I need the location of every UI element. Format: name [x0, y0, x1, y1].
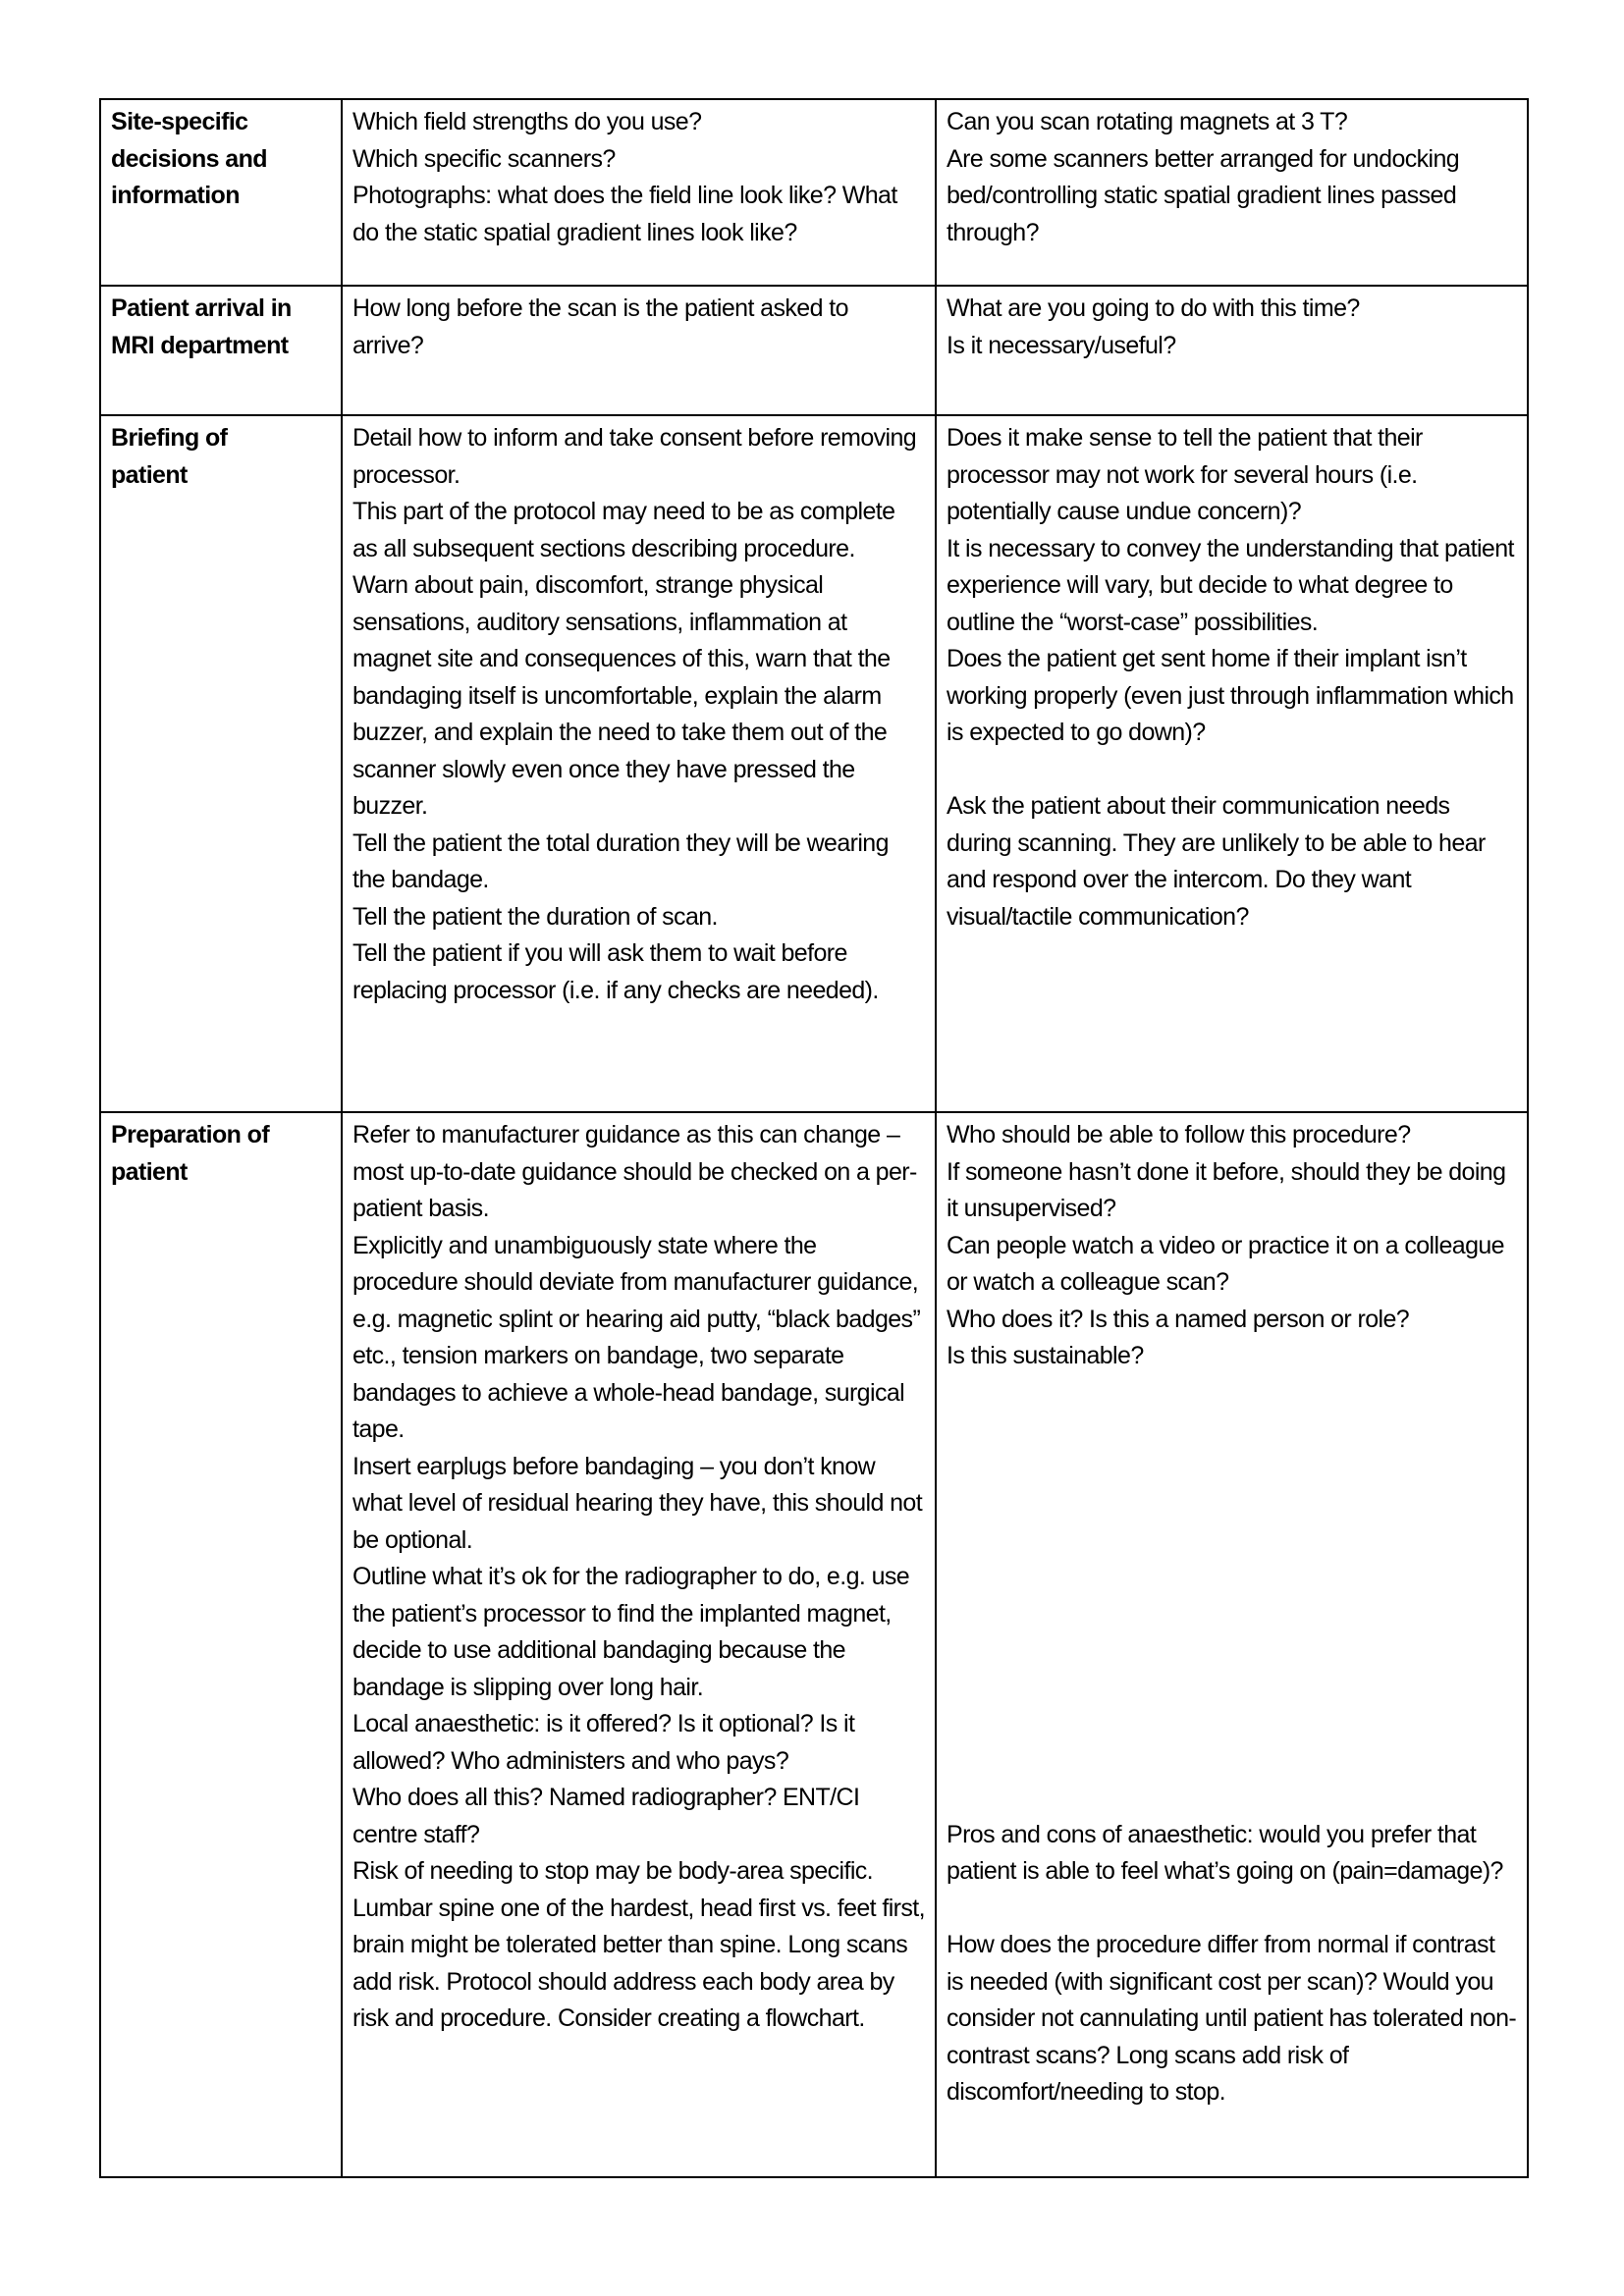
questions-cell [936, 1112, 1528, 2177]
questions-cell [936, 286, 1528, 415]
question-item: Does it make sense to tell the patient that their processor may not work for several hours (i.e. potentially cause undue concern)? [947, 424, 1423, 525]
guidance-cell [342, 99, 936, 286]
question-item: Can people watch a video or practice it on a colleague or watch a colleague scan? [947, 1231, 1504, 1296]
questions-cell [936, 415, 1528, 1112]
topic-cell [100, 286, 342, 415]
question-item: Who should be able to follow this procedure? [947, 1121, 1411, 1148]
topic-label-line: Site-specific [111, 108, 248, 135]
question-item: Can you scan rotating magnets at 3 T? [947, 108, 1348, 135]
question-item: Are some scanners better arranged for undocking bed/controlling static spatial gradient lines passed through? [947, 144, 1460, 246]
guidance-item: Tell the patient the duration of scan. [352, 902, 718, 931]
topic-label-line: patient [111, 460, 188, 489]
question-item: If someone hasn’t done it before, should they be doing it unsupervised? [947, 1157, 1506, 1222]
question-item: How does the procedure differ from normal if contrast is needed (with significant cost per scan)? Would you consider not cannulating until patient has tolerated non-contrast scans? Long scans add risk of discomfort/needing to stop. [947, 1931, 1517, 2106]
topic-label-line: MRI department [111, 331, 289, 359]
question-item: Ask the patient about their communication needs during scanning. They are unlikely to be able to hear and respond over the intercom. Do they want visual/tactile communication? [947, 792, 1486, 931]
guidance-item: Which specific scanners? [352, 144, 616, 173]
guidance-cell [342, 1112, 936, 2177]
guidance-item: Risk of needing to stop may be body-area specific. Lumbar spine one of the hardest, head first vs. feet first, brain might be tolerated better than spine. Long scans add risk. Protocol should address each body area by risk and procedure. Consider creating a flowchart. [352, 1857, 925, 2032]
blank-line [947, 752, 1517, 789]
topic-label-line: Preparation of [111, 1121, 270, 1148]
topic-label-line: Briefing of [111, 424, 228, 452]
guidance-item: Detail how to inform and take consent before removing processor. [352, 424, 917, 489]
guidance-item: Local anaesthetic: is it offered? Is it optional? Is it allowed? Who administers and who pays? [352, 1710, 855, 1775]
blank-line [947, 1891, 1517, 1928]
guidance-item: Tell the patient if you will ask them to wait before replacing processor (i.e. if any checks are needed). [352, 939, 879, 1004]
blank-gap [947, 1375, 1517, 1817]
guidance-item: Insert earplugs before bandaging – you don’t know what level of residual hearing they have, this should not be optional. [352, 1452, 923, 1554]
topic-label-line: information [111, 182, 240, 209]
question-item: Is this sustainable? [947, 1342, 1144, 1369]
topic-label-line: patient [111, 1157, 188, 1186]
question-item: Does the patient get sent home if their implant isn’t working properly (even just through inflammation which is expected to go down)? [947, 645, 1514, 746]
guidance-cell [342, 286, 936, 415]
guidance-item: Who does all this? Named radiographer? ENT/CI centre staff? [352, 1784, 860, 1848]
table-row-site-specific [100, 99, 1528, 286]
document-page [99, 98, 1517, 2178]
topic-cell [100, 1112, 342, 2177]
topic-cell [100, 99, 342, 286]
topic-cell [100, 415, 342, 1112]
questions-cell [936, 99, 1528, 286]
topic-label-line: decisions and [111, 144, 267, 173]
guidance-item: Outline what it’s ok for the radiographer to do, e.g. use the patient’s processor to find the implanted magnet, decide to use additional bandaging because the bandage is slipping over long hair. [352, 1563, 910, 1701]
table-row-patient-arrival [100, 286, 1528, 415]
guidance-item: Refer to manufacturer guidance as this can change – most up-to-date guidance should be checked on a per-patient basis. [352, 1121, 917, 1222]
guidance-cell [342, 415, 936, 1112]
guidance-item: Tell the patient the total duration they will be wearing the bandage. [352, 828, 889, 893]
question-item: Is it necessary/useful? [947, 331, 1176, 359]
topic-label-line: Patient arrival in [111, 294, 292, 322]
question-item: What are you going to do with this time? [947, 294, 1360, 322]
protocol-considerations-table [99, 98, 1529, 2178]
question-item: Who does it? Is this a named person or role? [947, 1305, 1410, 1333]
guidance-item: Explicitly and unambiguously state where the procedure should deviate from manufacturer guidance, e.g. magnetic splint or hearing aid putty, “black badges” etc., tension markers on bandage, two separate bandages to achieve a whole-head bandage, surgical tape. [352, 1231, 921, 1443]
guidance-item: Warn about pain, discomfort, strange physical sensations, auditory sensations, inflammation at magnet site and consequences of this, warn that the bandaging itself is uncomfortable, explain the alarm buzzer, and explain the need to take them out of the scanner slowly even once they have pressed the buzzer. [352, 571, 891, 820]
question-item: Pros and cons of anaesthetic: would you prefer that patient is able to feel what’s going on (pain=damage)? [947, 1820, 1503, 1885]
guidance-item: How long before the scan is the patient asked to arrive? [352, 294, 848, 359]
guidance-item: Which field strengths do you use? [352, 108, 702, 135]
table-row-briefing [100, 415, 1528, 1112]
guidance-item: Photographs: what does the field line look like? What do the static spatial gradient lines look like? [352, 182, 897, 246]
question-item: It is necessary to convey the understanding that patient experience will vary, but decide to what degree to outline the “worst-case” possibilities. [947, 534, 1514, 636]
guidance-item: This part of the protocol may need to be as complete as all subsequent sections describing procedure. [352, 498, 895, 562]
table-row-preparation [100, 1112, 1528, 2177]
